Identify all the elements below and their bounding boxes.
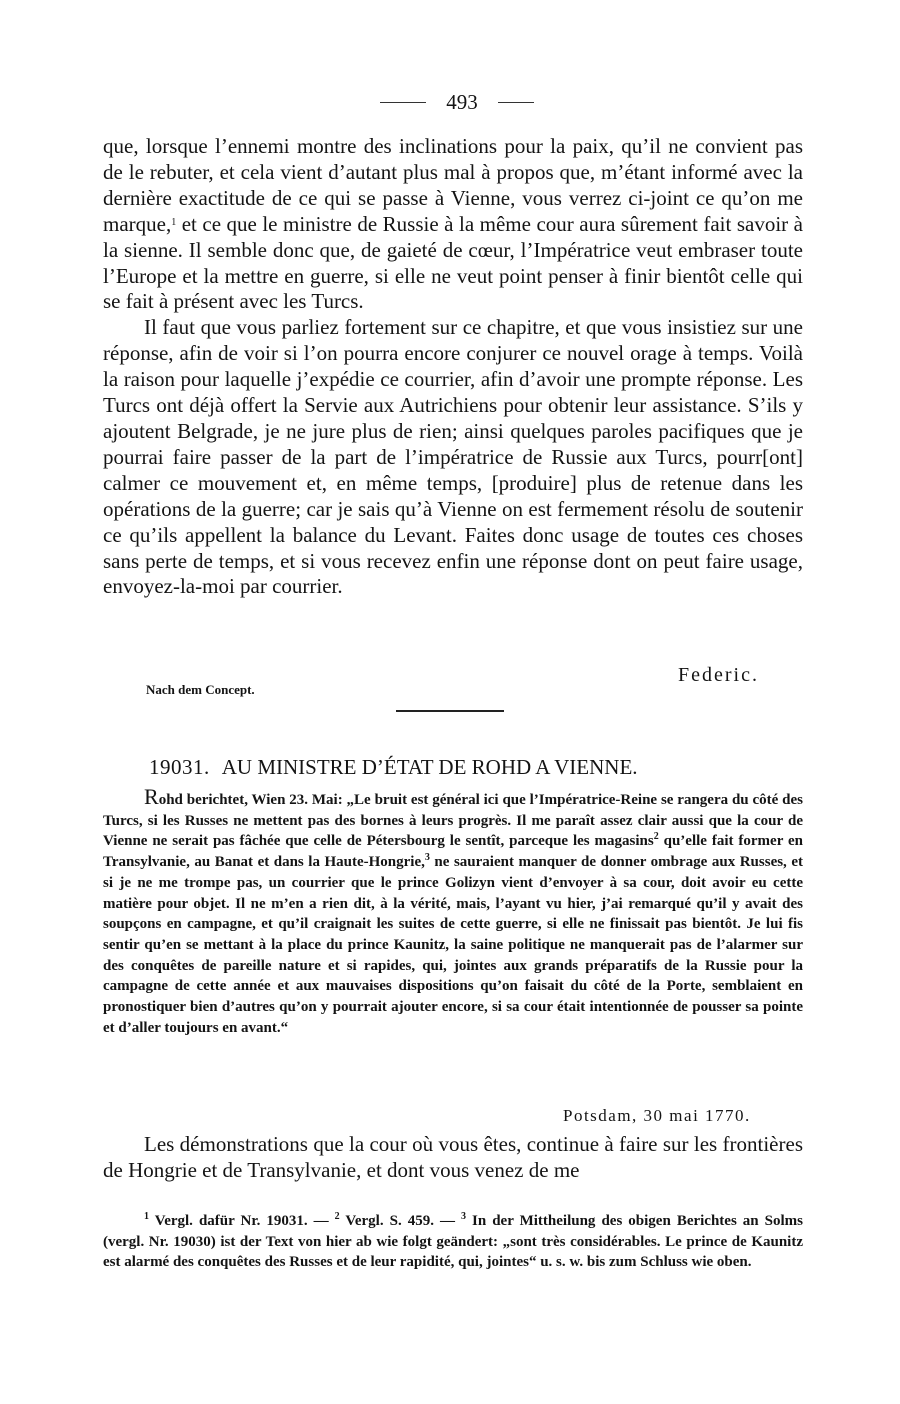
report-text-part-2: qu’elle fait former en Transylvanie, au Banat et dans la Haute-Hongrie, xyxy=(103,833,803,871)
report-quote xyxy=(103,784,803,1038)
letter-paragraph-1-continuation: et ce que le ministre de Russie à la même cour aura sûrement fait savoir à la sienne. Il semble donc que, de gaieté de cœur, l’Impératrice veut embraser toute l’Europe et la mettre en guerre, si elle ne veut point penser à finir bientôt celle qui se fait à présent avec les Turcs. xyxy=(103,211,803,314)
report-text-part-1: ohd berichtet, Wien 23. Mai: „Le bruit est général ici que l’Impératrice-Reine se rangera du côté des Turcs, si les Russes ne mettent pas des bornes à leurs progrès. Il me paraît assez clair aussi que la cour de Vienne ne serait pas fâchée que celle de Pétersbourg le sentît, parceque les magasins xyxy=(103,792,803,850)
letter-paragraph-1-text: que, lorsque l’ennemi montre des inclinations pour la paix, qu’il ne convient pas de le rebuter, et cela vient d’autant plus mal à propos que, m’étant informé avec la dernière exactitude de ce qui se passe à Vienne, vous verrez ci-joint ce qu’on me marque, xyxy=(103,134,803,236)
footnote-ref-2: 2 xyxy=(653,831,659,843)
footnotes xyxy=(103,1211,803,1273)
report-paragraph xyxy=(103,784,803,1038)
report-text-part-3: ne sauraient manquer de donner ombrage aux Russes, et si je ne me trompe pas, un courrier que le prince Golizyn vient d’envoyer à sa cour, doit avoir eu cette matière pour objet. Il ne m’en a rien dit, à la vérité, mais, l’ayant vu hier, j’ai remarqué qu’il y avait des soupçons en campagne, et qu’il craignait les suites de cette guerre, si elle ne finissait pas bientôt. Je lui fis sentir qu’en se mettant à la place du prince Kaunitz, la saine politique ne manquerait pas de l’alarmer sur des conquêtes de pareille nature et si rapides, qui, jointes aux grands préparatifs de la Russie pour la campagne de cette année et aux mauvaises dispositions qu’on faisait du côté de la Porte, semblaient en pronostiquer bien d’autres qu’on y pourrait ajouter encore, si sa cour était intentionnée de pousser sa pointe et d’aller toujours en avant.“ xyxy=(103,854,803,1036)
letter-paragraph-1 xyxy=(103,134,803,315)
document-title: AU MINISTRE D’ÉTAT DE ROHD A VIENNE. xyxy=(221,755,638,779)
page-header xyxy=(0,88,900,116)
document-number: 19031. xyxy=(149,755,210,779)
page-number: 493 xyxy=(446,90,478,114)
document-heading xyxy=(149,754,638,780)
letter-continuation xyxy=(103,134,803,600)
dateline: Potsdam, 30 mai 1770. xyxy=(563,1106,751,1125)
header-dash-left xyxy=(380,102,426,103)
footnote-mark-3: 3 xyxy=(461,1211,466,1222)
footnote-2: Vergl. S. 459. — xyxy=(339,1213,461,1229)
footnote-1: Vergl. dafür Nr. 19031. — xyxy=(149,1213,335,1229)
signature: Federic. xyxy=(678,664,759,686)
footnotes-paragraph xyxy=(103,1211,803,1273)
footnote-ref-1: 1 xyxy=(171,216,177,228)
footnote-ref-3: 3 xyxy=(424,852,430,864)
footnote-3: In der Mittheilung des obigen Berichtes an Solms (vergl. Nr. 19030) ist der Text von hier ab wie folgt geändert: „sont très considérables. Le prince de Kaunitz est alarmé des conquêtes des Russes et de leur rapidité, qui, jointes“ u. s. w. bis zum Schluss wie oben. xyxy=(103,1213,803,1271)
source-note: Nach dem Concept. xyxy=(146,682,255,697)
header-dash-right xyxy=(498,102,534,103)
letter-body xyxy=(103,1132,803,1184)
footnote-mark-1: 1 xyxy=(144,1211,149,1222)
letter-opening-paragraph: Les démonstrations que la cour où vous êtes, continue à faire sur les frontières de Hongrie et de Transylvanie, et dont vous venez de me xyxy=(103,1132,803,1182)
report-initial: R xyxy=(144,784,159,809)
section-divider xyxy=(396,710,504,712)
footnote-mark-2: 2 xyxy=(334,1211,340,1222)
letter-paragraph-2: Il faut que vous parliez fortement sur ce chapitre, et que vous insistiez sur une réponse, afin de voir si l’on pourra encore conjurer ce nouvel orage à temps. Voilà la raison pour laquelle j’expédie ce courrier, afin d’avoir une prompte réponse. Les Turcs ont déjà offert la Servie aux Autrichiens pour obtenir leur assistance. S’ils y ajoutent Belgrade, je ne jure plus de rien; ainsi quelques paroles pacifiques que je pourrai faire passer de la part de l’impératrice de Russie aux Turcs, pourr[ont] calmer ce mouvement et, en même temps, [produire] plus de retenue dans les opérations de la guerre; car je sais qu’à Vienne on est fermement résolu de soutenir ce qu’ils appellent la balance du Levant. Faites donc usage de toutes ces choses sans perte de temps, et si vous recevez enfin une réponse dont on peut faire usage, envoyez-la-moi par courrier. xyxy=(103,315,803,599)
